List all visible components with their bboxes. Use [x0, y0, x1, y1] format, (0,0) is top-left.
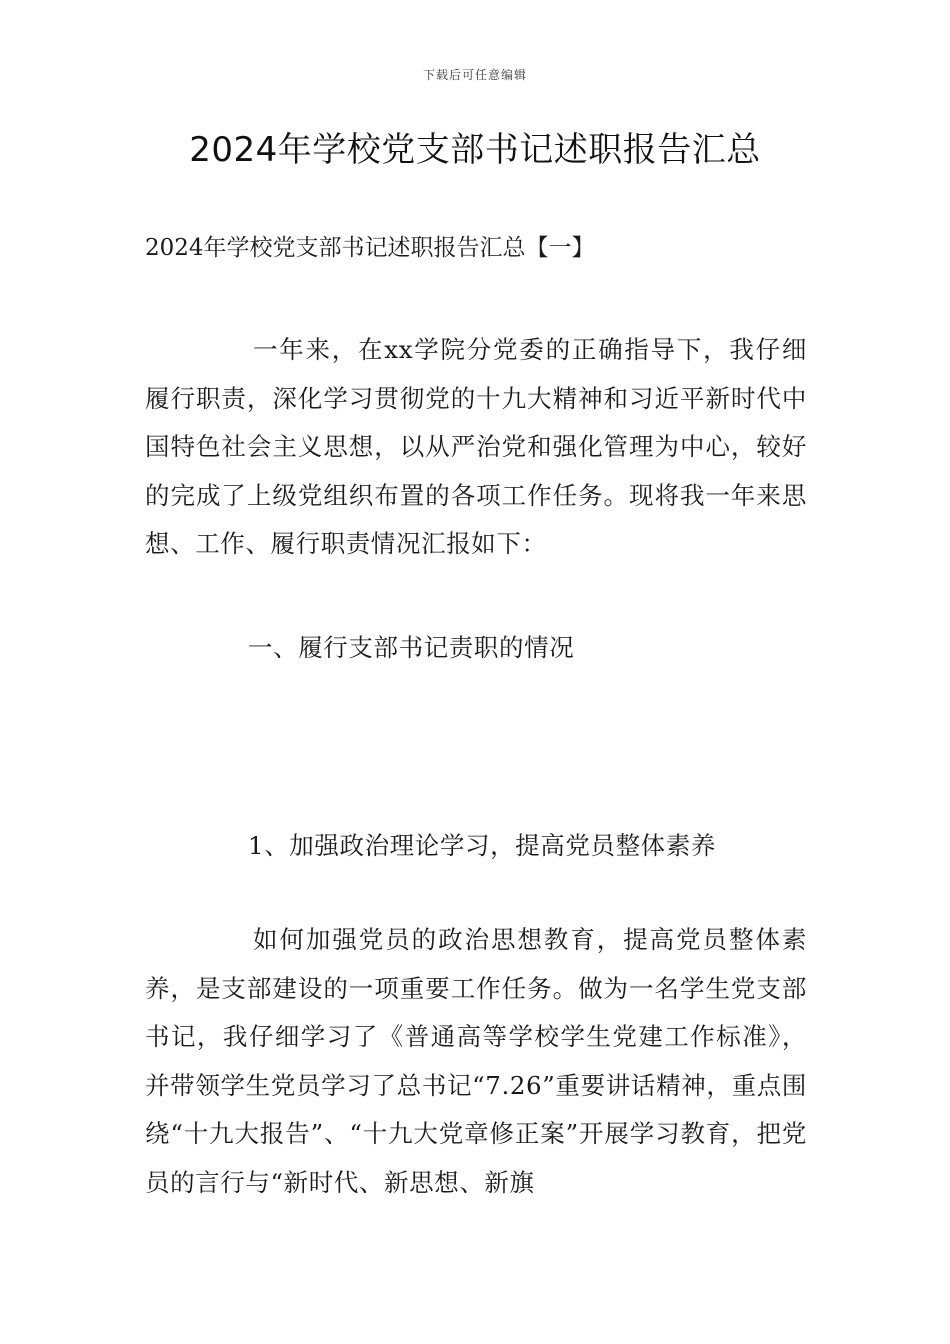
subsection-heading: 1、加强政治理论学习，提高党员整体素养: [248, 831, 716, 860]
body-paragraph: 如何加强党员的政治思想教育，提高党员整体素养，是支部建设的一项重要工作任务。做为一名学生党支部书记，我仔细学习了《普通高等学校学生党建工作标准》，并带领学生党员学习了总书记“7.26”重要讲话精神，重点围绕“十九大报告”、“十九大党章修正案”开展学习教育，把党员的言行与“新时代、新思想、新旗: [145, 925, 807, 1197]
body-paragraph: 一年来，在xx学院分党委的正确指导下，我仔细履行职责，深化学习贯彻党的十九大精神和习近平新时代中国特色社会主义思想，以从严治党和强化管理为中心，较好的完成了上级党组织布置的各项工作任务。现将我一年来思想、工作、履行职责情况汇报如下：: [145, 335, 807, 558]
document-title: 2024年学校党支部书记述职报告汇总: [189, 130, 761, 170]
section-title: 2024年学校党支部书记述职报告汇总【一】: [145, 235, 595, 261]
header-note: 下载后可任意编辑: [422, 68, 527, 82]
section-heading: 一、履行支部书记责职的情况: [248, 633, 575, 662]
